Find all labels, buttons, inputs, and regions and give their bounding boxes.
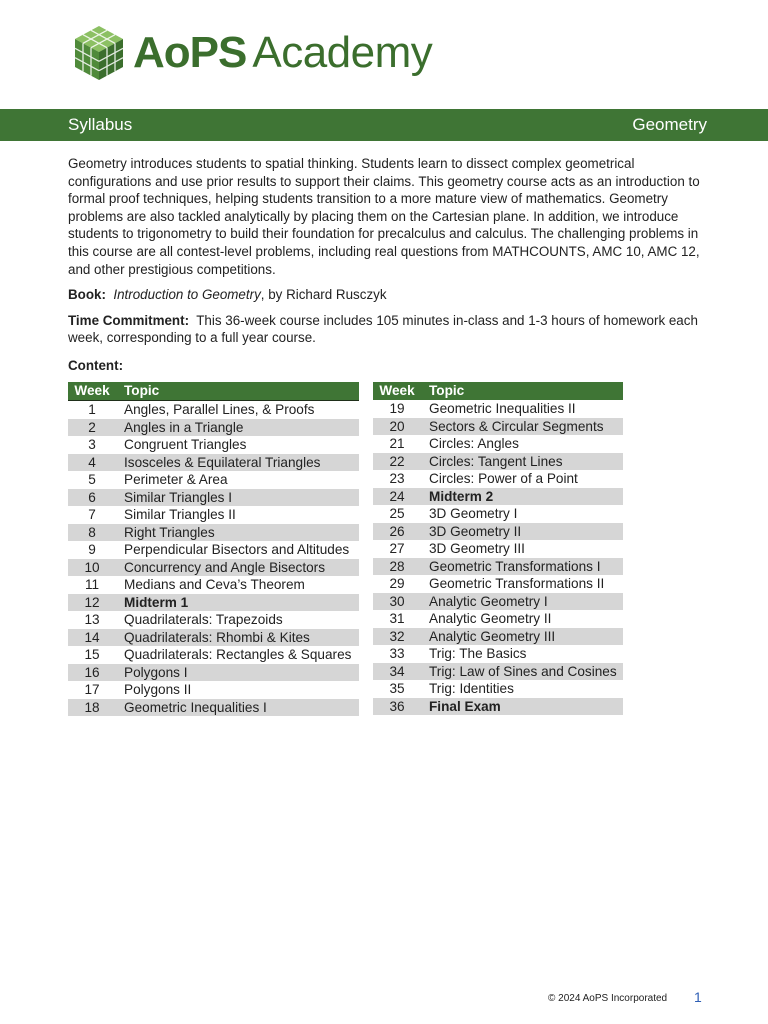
table-row xyxy=(373,610,623,628)
week-number: 36 xyxy=(389,698,405,714)
week-topic: Geometric Inequalities I xyxy=(124,699,267,715)
week-topic: Right Triangles xyxy=(124,524,215,540)
week-number: 5 xyxy=(88,472,96,487)
table-header xyxy=(68,382,359,401)
table-row xyxy=(373,418,623,436)
week-number: 29 xyxy=(389,576,405,591)
table-row xyxy=(373,680,623,698)
table-row xyxy=(373,523,623,541)
week-number: 30 xyxy=(389,593,405,609)
table-row xyxy=(68,471,359,489)
week-topic: Trig: Identities xyxy=(429,681,514,696)
week-topic: Geometric Transformations I xyxy=(429,558,601,574)
week-number: 1 xyxy=(88,402,96,417)
week-number: 12 xyxy=(84,594,100,610)
table-row xyxy=(68,559,359,577)
week-topic: Analytic Geometry I xyxy=(429,593,548,609)
week-topic: Circles: Power of a Point xyxy=(429,471,578,486)
table-row xyxy=(68,436,359,454)
week-number: 25 xyxy=(389,506,405,521)
table-row xyxy=(68,594,359,612)
topic-column-header: Topic xyxy=(429,383,465,398)
table-row xyxy=(373,453,623,471)
week-number: 28 xyxy=(389,558,405,574)
book-title: Introduction to Geometry xyxy=(113,287,261,303)
book-author: , by Richard Rusczyk xyxy=(260,287,387,303)
table-row xyxy=(68,541,359,559)
week-topic: Analytic Geometry II xyxy=(429,611,552,626)
week-number: 18 xyxy=(84,699,100,715)
week-topic: Angles, Parallel Lines, & Proofs xyxy=(124,402,315,417)
week-topic: Isosceles & Equilateral Triangles xyxy=(124,454,321,470)
week-number: 10 xyxy=(84,559,100,575)
week-number: 3 xyxy=(88,437,96,452)
table-row xyxy=(68,401,359,419)
table-row xyxy=(373,470,623,488)
time-commitment-label: Time Commitment: xyxy=(68,312,190,328)
week-number: 8 xyxy=(88,524,96,540)
week-topic: Quadrilaterals: Rectangles & Squares xyxy=(124,647,352,662)
week-number: 31 xyxy=(389,611,405,626)
table-row xyxy=(373,575,623,593)
table-row xyxy=(373,628,623,646)
week-number: 2 xyxy=(88,419,96,435)
cube-logo-icon xyxy=(73,24,125,82)
week-topic: Circles: Angles xyxy=(429,436,519,451)
week-number: 22 xyxy=(389,453,405,469)
table-row xyxy=(68,681,359,699)
table-row xyxy=(68,646,359,664)
week-topic: 3D Geometry II xyxy=(429,523,522,539)
week-number: 13 xyxy=(84,612,100,627)
week-number: 11 xyxy=(84,577,100,592)
table-row xyxy=(68,611,359,629)
course-description xyxy=(68,155,708,383)
week-number: 32 xyxy=(389,628,405,644)
table-row xyxy=(373,558,623,576)
page-number: 1 xyxy=(694,989,702,1005)
time-commitment-text: This 36-week course includes 105 minutes in-class and 1-3 hours of homework each week, corresponding to a full year course. xyxy=(68,312,698,346)
table-row xyxy=(373,540,623,558)
schedule-table-weeks-1-18 xyxy=(68,382,359,716)
intro-paragraph: Geometry introduces students to spatial thinking. Students learn to dissect complex geometrical configurations and use prior results to support their claims. This geometry course acts as an introduction to formal proof techniques, helping students transition to a more mature view of mathematics. Geometry problems are also tackled analytically by placing them on the Cartesian plane. In addition, we introduce students to trigonometry to build their foundation for precalculus and calculus. The challenging problems in this course are all contest-level problems, including real questions from MATHCOUNTS, AMC 10, AMC 12, and other prestigious competitions. xyxy=(68,156,700,277)
table-row xyxy=(68,664,359,682)
week-topic: Concurrency and Angle Bisectors xyxy=(124,559,325,575)
band-syllabus-label: Syllabus xyxy=(68,115,133,134)
schedule-table-weeks-19-36 xyxy=(373,382,623,715)
table-header xyxy=(373,382,623,400)
band-course-name: Geometry xyxy=(632,115,707,134)
week-topic: Final Exam xyxy=(429,698,501,714)
week-number: 26 xyxy=(389,523,405,539)
aops-academy-logo xyxy=(73,24,432,82)
week-number: 21 xyxy=(389,436,405,451)
content-label: Content: xyxy=(68,357,124,373)
week-number: 35 xyxy=(389,681,405,696)
week-number: 15 xyxy=(84,647,100,662)
logo-wordmark xyxy=(133,28,433,77)
week-number: 17 xyxy=(84,682,100,697)
week-topic: Geometric Inequalities II xyxy=(429,401,576,416)
header-band xyxy=(0,109,768,141)
table-row xyxy=(68,699,359,717)
week-topic: Geometric Transformations II xyxy=(429,576,605,591)
logo-aops-text: AoPS xyxy=(133,28,247,77)
table-row xyxy=(68,576,359,594)
week-topic: Trig: The Basics xyxy=(429,646,527,661)
table-row xyxy=(68,524,359,542)
week-number: 19 xyxy=(389,401,405,416)
table-row xyxy=(373,645,623,663)
week-column-header: Week xyxy=(379,383,415,398)
week-topic: Quadrilaterals: Rhombi & Kites xyxy=(124,629,310,645)
table-row xyxy=(68,629,359,647)
week-topic: Congruent Triangles xyxy=(124,437,247,452)
week-topic: Sectors & Circular Segments xyxy=(429,418,604,434)
week-topic: Medians and Ceva’s Theorem xyxy=(124,577,305,592)
book-label: Book: xyxy=(68,287,106,303)
table-row xyxy=(373,505,623,523)
week-topic: Circles: Tangent Lines xyxy=(429,453,563,469)
week-number: 4 xyxy=(88,454,96,470)
week-topic: Perimeter & Area xyxy=(124,472,228,487)
table-row xyxy=(373,663,623,681)
table-row xyxy=(373,435,623,453)
table-row xyxy=(373,400,623,418)
footer-copyright: © 2024 AoPS Incorporated xyxy=(548,993,668,1004)
week-number: 14 xyxy=(84,629,100,645)
table-row xyxy=(68,489,359,507)
week-topic: Polygons I xyxy=(124,664,188,680)
week-topic: 3D Geometry I xyxy=(429,506,518,521)
table-row xyxy=(68,454,359,472)
week-number: 20 xyxy=(389,418,405,434)
week-topic: Quadrilaterals: Trapezoids xyxy=(124,612,283,627)
week-topic: Polygons II xyxy=(124,682,192,697)
week-topic: Angles in a Triangle xyxy=(124,419,244,435)
table-row xyxy=(68,506,359,524)
week-number: 7 xyxy=(88,507,96,522)
week-topic: Similar Triangles I xyxy=(124,489,233,505)
week-number: 34 xyxy=(389,663,405,679)
week-topic: Midterm 1 xyxy=(124,594,189,610)
week-topic: 3D Geometry III xyxy=(429,541,525,556)
week-number: 23 xyxy=(389,471,405,486)
week-number: 33 xyxy=(389,646,405,661)
week-number: 6 xyxy=(88,489,96,505)
week-number: 9 xyxy=(88,542,96,557)
topic-column-header: Topic xyxy=(124,383,160,398)
logo-academy-text: Academy xyxy=(252,28,433,77)
table-row xyxy=(68,419,359,437)
week-topic: Perpendicular Bisectors and Altitudes xyxy=(124,542,350,557)
week-topic: Midterm 2 xyxy=(429,488,494,504)
book-line xyxy=(68,286,708,304)
table-row xyxy=(373,593,623,611)
week-topic: Analytic Geometry III xyxy=(429,628,556,644)
week-topic: Similar Triangles II xyxy=(124,507,236,522)
table-row xyxy=(373,488,623,506)
week-number: 24 xyxy=(389,488,405,504)
week-column-header: Week xyxy=(74,383,110,398)
table-row xyxy=(373,698,623,716)
time-commitment-line xyxy=(68,312,708,347)
week-topic: Trig: Law of Sines and Cosines xyxy=(429,663,617,679)
week-number: 27 xyxy=(389,541,405,556)
week-number: 16 xyxy=(84,664,100,680)
